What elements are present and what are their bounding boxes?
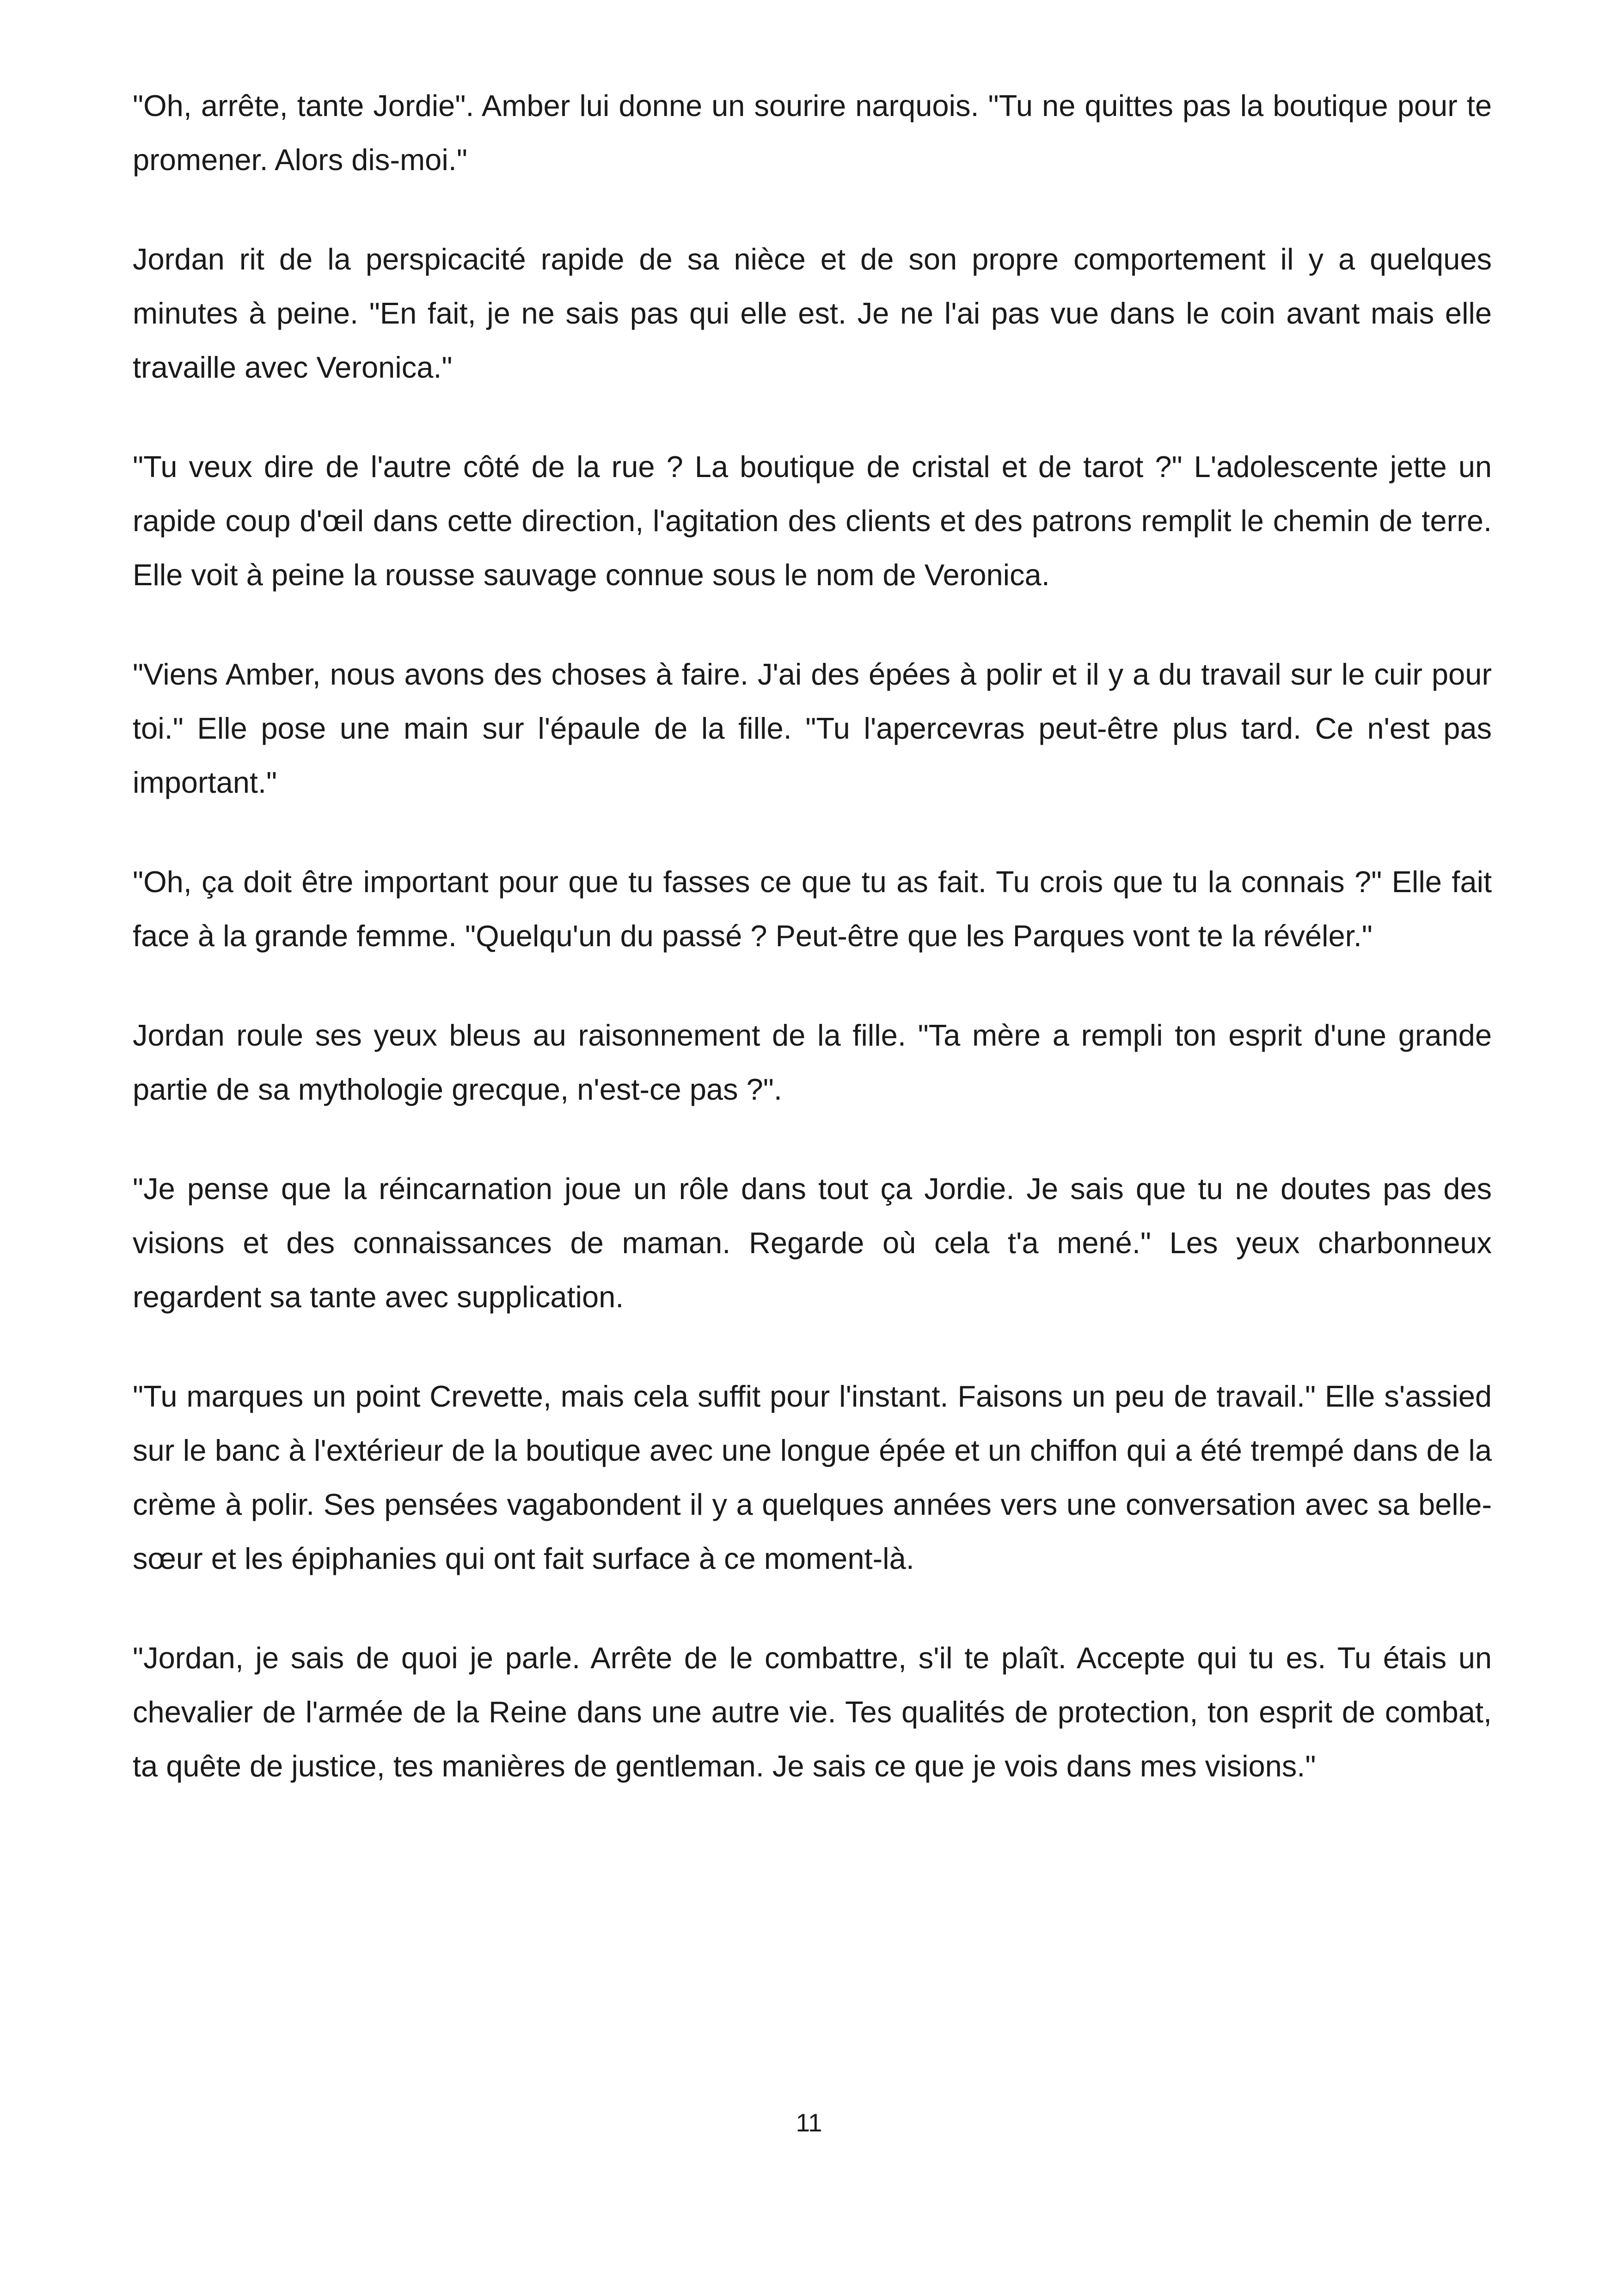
paragraph-9: "Jordan, je sais de quoi je parle. Arrête de le combattre, s'il te plaît. Accepte qui tu es. Tu étais un chevalier de l'armée de la Reine dans une autre vie. Tes qualités de protection, ton esprit de combat, ta quête de justice, tes manières de gentleman. Je sais ce que je vois dans mes visions." — [133, 1641, 1492, 1783]
paragraph-2: Jordan rit de la perspicacité rapide de sa nièce et de son propre comportement il y a quelques minutes à peine. "En fait, je ne sais pas qui elle est. Je ne l'ai pas vue dans le coin avant mais elle travaille avec Veronica." — [133, 242, 1492, 384]
paragraph-4: "Viens Amber, nous avons des choses à faire. J'ai des épées à polir et il y a du travail sur le cuir pour toi." Elle pose une main sur l'épaule de la fille. "Tu l'apercevras peut-être plus tard. Ce n'est pas important." — [133, 657, 1492, 799]
paragraph-5: "Oh, ça doit être important pour que tu fasses ce que tu as fait. Tu crois que tu la connais ?" Elle fait face à la grande femme. "Quelqu'un du passé ? Peut-être que les Parques vont te la révéler." — [133, 865, 1492, 953]
paragraph-1: "Oh, arrête, tante Jordie". Amber lui donne un sourire narquois. "Tu ne quittes pas la boutique pour te promener. Alors dis-moi." — [133, 89, 1492, 177]
paragraph-3: "Tu veux dire de l'autre côté de la rue ? La boutique de cristal et de tarot ?" L'adolescente jette un rapide coup d'œil dans cette direction, l'agitation des clients et des patrons remplit le chemin de terre. Elle voit à peine la rousse sauvage connue sous le nom de Veronica. — [133, 450, 1492, 592]
paragraph-8: "Tu marques un point Crevette, mais cela suffit pour l'instant. Faisons un peu de travail." Elle s'assied sur le banc à l'extérieur de la boutique avec une longue épée et un chiffon qui a été trempé dans de la crème à polir. Ses pensées vagabondent il y a quelques années vers une conversation avec sa belle-sœur et les épiphanies qui ont fait surface à ce moment-là. — [133, 1379, 1492, 1575]
paragraph-6: Jordan roule ses yeux bleus au raisonnement de la fille. "Ta mère a rempli ton esprit d'une grande partie de sa mythologie grecque, n'est-ce pas ?". — [133, 1018, 1492, 1106]
page-number: 11 — [796, 2108, 822, 2137]
body-text — [133, 79, 1492, 1838]
paragraph-7: "Je pense que la réincarnation joue un rôle dans tout ça Jordie. Je sais que tu ne doutes pas des visions et des connaissances de maman. Regarde où cela t'a mené." Les yeux charbonneux regardent sa tante avec supplication. — [133, 1172, 1492, 1314]
